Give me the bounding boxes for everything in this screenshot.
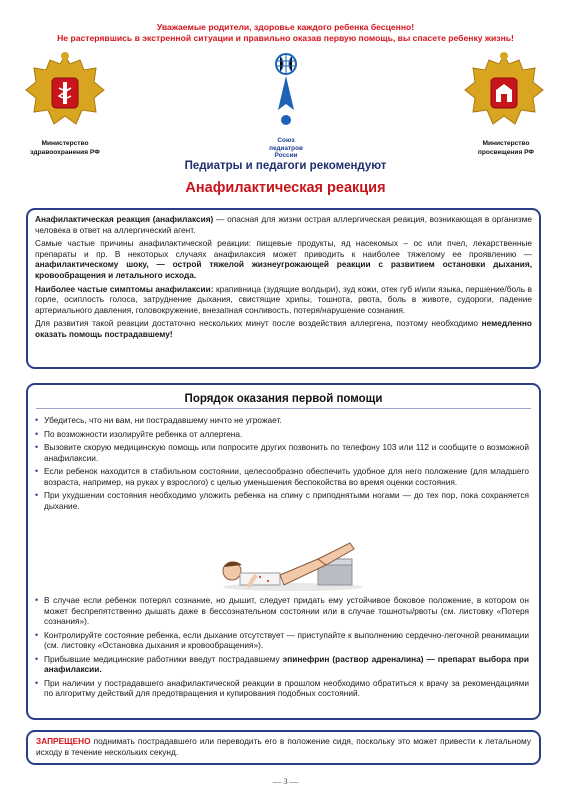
right-caption-line-2: просвещения РФ xyxy=(477,148,535,156)
ministry-education-emblem xyxy=(463,50,545,141)
intro-p2-start: Самые частые причины анафилактической реакции: пищевые продукты, яд насекомых – ос или пчел, лекарственные препараты и пр. В некоторых случаях анафилаксия может приводить к наиболее тяжелому ее проявлению — xyxy=(35,238,532,259)
list-item: • Убедитесь, что ни вам, ни пострадавшему ничто не угрожает. xyxy=(44,415,529,426)
epi-bold: эпинефрин (раствор адреналина) — препарат выбора при анафилаксии. xyxy=(44,653,529,674)
intro-paragraph-3 xyxy=(35,284,532,316)
page-subtitle: Педиатры и педагоги рекомендуют xyxy=(184,160,387,172)
union-caption-line-1: Союз xyxy=(277,137,295,144)
warning-text xyxy=(36,736,531,757)
intro-box xyxy=(26,208,541,369)
intro-p4-start: Для развития такой реакции достаточно нескольких минут после воздействия аллергена, поэтому необходимо xyxy=(35,318,482,329)
epi-start: Прибывшие медицинские работники введут пострадавшему xyxy=(44,653,283,664)
list-item: • В случае если ребенок потерял сознание, но дышит, следует придать ему устойчивое боковое положение, в котором он может беспрепятственно дышать даже в бессознательном состоянии или в случае тошноты/рвоты (см. листовку «Потеря сознания»). xyxy=(44,595,529,627)
first-aid-list-2 xyxy=(28,595,539,699)
list-item: • Контролируйте состояние ребенка, если дыхание отсутствует — приступайте к выполнению сердечно-легочной реанимации (см. листовку «Остановка дыхания и кровообращения»). xyxy=(44,630,529,651)
list-item: • При ухудшении состояния необходимо уложить ребенка на спину с приподнятыми ногами — до тех пор, пока сохраняется дыхание. xyxy=(44,490,529,511)
left-caption-line-2: здравоохранения РФ xyxy=(30,148,100,156)
title-divider xyxy=(36,408,531,409)
header-line-1: Уважаемые родители, здоровье каждого ребенка бесценно! xyxy=(156,22,415,32)
list-item: • Вызовите скорую медицинскую помощь или попросите других позвонить по телефону 103 или 112 и сообщите о возможной анафилаксии. xyxy=(44,442,529,463)
first-aid-list-1 xyxy=(28,415,539,511)
union-caption-line-2: педиатров xyxy=(269,144,303,152)
intro-p3-bold: Наиболее частые симптомы анафилаксии: xyxy=(35,283,214,294)
left-caption-line-1: Министерство xyxy=(41,140,89,147)
union-caption xyxy=(261,137,311,160)
union-caption-line-3: России xyxy=(274,152,298,159)
intro-paragraph-1 xyxy=(35,214,532,235)
ministry-health-caption xyxy=(20,140,110,157)
header-notice xyxy=(0,22,571,44)
ministry-education-caption xyxy=(461,140,551,157)
header-line-2: Не растерявшись в экстренной ситуации и правильно оказав первую помощь, вы спасете ребенку жизнь! xyxy=(57,33,514,43)
intro-p1-bold: Анафилактическая реакция (анафилаксия) xyxy=(35,214,214,224)
pediatricians-union-logo xyxy=(261,52,311,160)
list-item: • При наличии у пострадавшего анафилактической реакции в прошлом необходимо обратиться к врачу за рекомендациями по алгоритму действий для предотвращения и купирования подобных состояний. xyxy=(44,678,529,699)
first-aid-box xyxy=(26,383,541,720)
page-number: — 3 — xyxy=(272,776,299,786)
intro-p4-bold: немедленно оказать помощь пострадавшему! xyxy=(35,318,532,339)
ministry-health-emblem xyxy=(24,50,106,141)
intro-p3-rest: крапивница (зудящие волдыри), зуд кожи, отек губ и/или языка, першение/боль в горле, осиплость голоса, затруднение дыхания, свистящие хрипы, тошнота, рвота, боль в животе, судороги, падение артериального давления, головокружение, внезапная сонливость, потеря/нарушение сознания. xyxy=(35,283,532,315)
intro-paragraph-2 xyxy=(35,238,532,280)
warning-label: ЗАПРЕЩЕНО xyxy=(36,736,91,746)
warning-rest: поднимать пострадавшего или переводить его в положение сидя, поскольку это может привести к летальному исходу в течение нескольких секунд. xyxy=(36,736,531,757)
list-item: • Если ребенок находится в стабильном состоянии, целесообразно обеспечить удобное для него положение (для младшего возраста, например, на руках у взрослого) с целью уменьшения беспокойства во время оценки состояния. xyxy=(44,466,529,487)
page-title: Анафилактическая реакция xyxy=(185,180,386,196)
child-legs-raised-illustration xyxy=(218,535,368,598)
intro-p2-bold: анафилактическому шоку, — острой тяжелой жизнеугрожающей реакции с развитием остановки дыхания, кровообращения и летального исхода. xyxy=(35,259,532,280)
intro-p1-rest: — опасная для жизни острая аллергическая реакция, возникающая в организме человека в ответ на аллергический агент. xyxy=(35,214,533,235)
right-caption-line-1: Министерство xyxy=(482,140,530,147)
list-item: • По возможности изолируйте ребенка от аллергена. xyxy=(44,429,529,440)
intro-paragraph-4 xyxy=(35,318,532,339)
first-aid-title: Порядок оказания первой помощи xyxy=(184,393,383,405)
warning-box xyxy=(26,730,541,765)
list-item-epinephrine xyxy=(44,654,529,675)
